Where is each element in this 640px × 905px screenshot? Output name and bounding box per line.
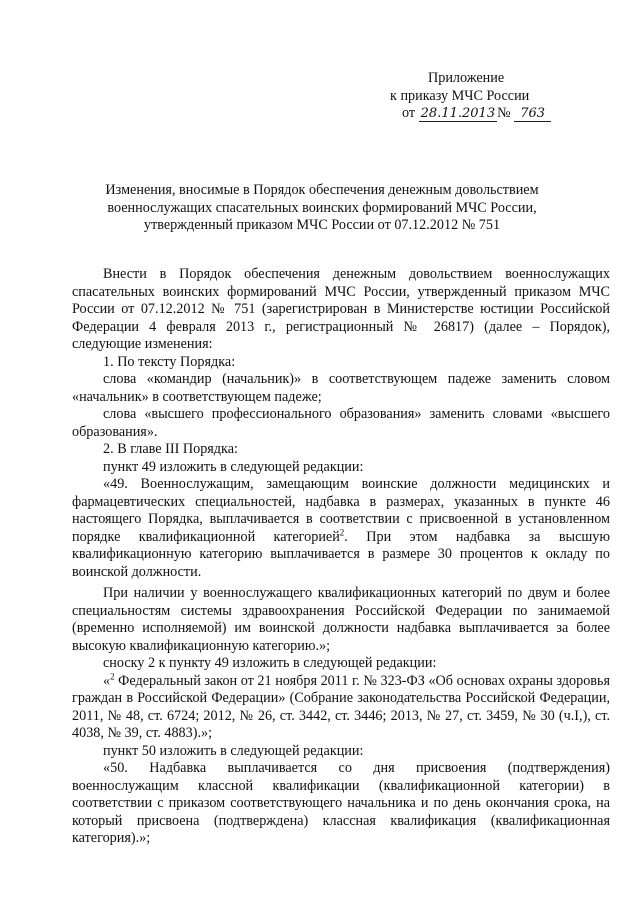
item-2-heading: 2. В главе III Порядка: [103,441,238,457]
point-49-text [72,476,610,581]
footnote-content: Федеральный закон от 21 ноября 2011 г. № 323-ФЗ «Об основах охраны здоровья граждан в Российской Федерации» (Собрание законодательства Российской Федерации, 2011, № 48, ст. 6724; 2012, № 26, ст. 3442, ст. 3446; 2013, № 27, ст. 3459, № 30 (ч.I,), ст. 4038, № 39, ст. 4883).»; [72,672,610,741]
point-50-text: «50. Надбавка выплачивается со дня присвоения (подтверждения) военнослужащим классной квалификации (квалификационной категории) в соответствии с приказом соответствующего начальника и по день окончания срока, на который присвоена (подтверждена) классная квалификация (квалификационная категория).»; [72,760,610,846]
footnote-open-quote: « [103,672,111,689]
annex-from-label: от [402,105,416,121]
item-1-heading: 1. По тексту Порядка: [103,353,236,370]
annex-date-line [380,105,610,123]
point-49-text-a: «49. Военнослужащим, замещающим воинские должности медицинских и фармацевтических специальностей, надбавка в размерах, указанных в пункте 46 настоящего Порядка, выплачивается в соответствии с присвоенной в установленном порядке квалификационной категорией [72,476,610,545]
point-49-intro: пункт 49 изложить в следующей редакции: [103,458,364,475]
document-body [72,266,610,848]
title-line-1: Изменения, вносимые в Порядок обеспечения денежным довольствием [105,182,539,198]
point-49-text-b: . При этом надбавка за высшую квалификационную категорию выплачивается в размере 30 процентов к окладу по воинской должности. [72,528,610,580]
annex-header [380,70,610,123]
intro-paragraph: Внести в Порядок обеспечения денежным довольствием военнослужащих спасательных воинских формирований МЧС России, утвержденный приказом МЧС России от 07.12.2012 № 751 (зарегистрирован в Министерстве юстиции Российской Федерации 4 февраля 2013 г., регистрационный № 26817) (далее – Порядок), следующие изменения: [72,266,610,352]
annex-order-ref: к приказу МЧС России [390,87,530,104]
footnote-number: 2 [110,670,115,681]
document-title [72,182,572,235]
point-49-second-paragraph: При наличии у военнослужащего квалификационных категорий по двум и более специальностям системы здравоохранения Российской Федерации по занимаемой (временно исполняемой) им воинской должности надбавка выплачивается за более высокую квалификационную категорию.»; [72,585,610,654]
number-sign: № [497,105,511,121]
handwritten-order-number: 763 [514,106,551,122]
title-line-2: военнослужащих спасательных воинских формирований МЧС России, [107,199,537,216]
paragraph-higher-education: слова «высшего профессионального образования» заменить словами «высшего образования». [72,406,610,440]
handwritten-date: 28.11.2013 [420,106,496,121]
footnote-text [72,670,610,743]
title-line-3: утвержденный приказом МЧС России от 07.12.2012 № 751 [143,217,501,233]
footnote-intro: сноску 2 к пункту 49 изложить в следующей редакции: [103,655,437,671]
paragraph-commander: слова «командир (начальник)» в соответствующем падеже заменить словом «начальник» в соответствующем падеже; [72,371,610,405]
point-50-intro: пункт 50 изложить в следующей редакции: [103,742,364,759]
footnote-marker: 2 [339,526,345,537]
annex-title: Приложение [428,70,505,86]
